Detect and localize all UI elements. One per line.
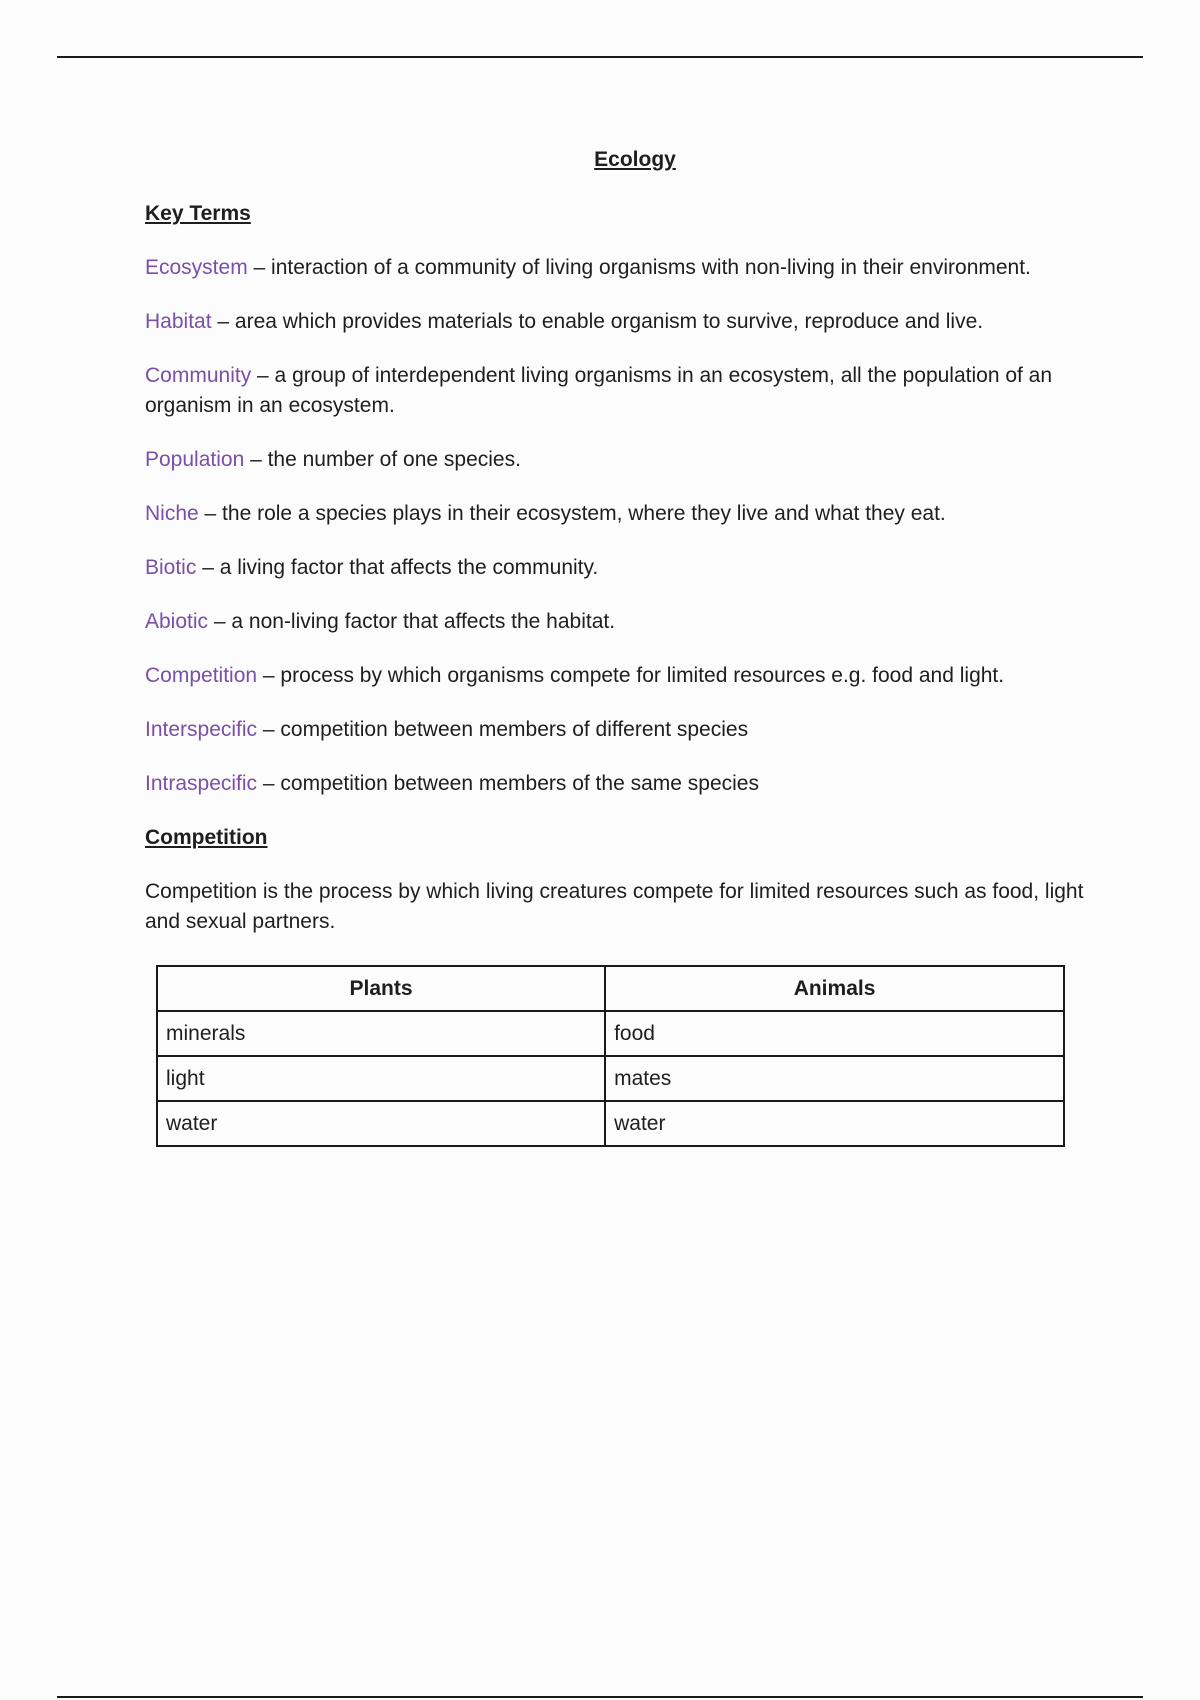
page-title: Ecology	[594, 148, 676, 171]
term-definition: – process by which organisms compete for limited resources e.g. food and light.	[257, 664, 1005, 687]
term-definition: – the role a species plays in their ecosystem, where they live and what they eat.	[198, 502, 946, 525]
term-definition: – competition between members of different species	[257, 718, 749, 741]
resources-table	[156, 965, 1065, 1147]
term-label: Intraspecific	[145, 772, 258, 795]
table-cell: water	[157, 1101, 605, 1146]
term-biotic	[145, 553, 1085, 583]
term-label: Abiotic	[145, 610, 209, 633]
header-rule	[57, 56, 1143, 58]
term-niche	[145, 499, 1085, 529]
header-plants: Plants	[157, 966, 605, 1011]
term-definition: – interaction of a community of living organisms with non-living in their environment.	[247, 256, 1031, 279]
term-label: Community	[145, 364, 252, 387]
header-animals: Animals	[605, 966, 1064, 1011]
term-ecosystem	[145, 253, 1085, 283]
table-cell: food	[605, 1011, 1064, 1056]
term-abiotic	[145, 607, 1085, 637]
term-interspecific	[145, 715, 1085, 745]
footer-rule	[57, 1696, 1143, 1698]
term-label: Interspecific	[145, 718, 258, 741]
competition-heading: Competition	[145, 826, 268, 849]
term-definition: – the number of one species.	[244, 448, 521, 471]
term-label: Niche	[145, 502, 199, 525]
table-cell: water	[605, 1101, 1064, 1146]
term-definition: – competition between members of the same species	[257, 772, 759, 795]
term-intraspecific	[145, 769, 1085, 799]
table-row	[157, 1011, 1064, 1056]
term-label: Population	[145, 448, 245, 471]
table-row	[157, 1101, 1064, 1146]
table-cell: light	[157, 1056, 605, 1101]
table-header-row	[157, 966, 1064, 1011]
term-label: Ecosystem	[145, 256, 248, 279]
term-habitat	[145, 307, 1085, 337]
table-cell: minerals	[157, 1011, 605, 1056]
term-population	[145, 445, 1085, 475]
term-competition	[145, 661, 1085, 691]
term-label: Biotic	[145, 556, 197, 579]
term-label: Habitat	[145, 310, 212, 333]
term-definition: – a non-living factor that affects the habitat.	[208, 610, 616, 633]
term-definition: – a living factor that affects the community.	[196, 556, 599, 579]
term-label: Competition	[145, 664, 258, 687]
key-terms-heading: Key Terms	[145, 202, 251, 225]
term-definition: – area which provides materials to enable organism to survive, reproduce and live.	[211, 310, 984, 333]
term-definition: – a group of interdependent living organisms in an ecosystem, all the population of an organism in an ecosystem.	[145, 364, 1053, 417]
document-body	[145, 145, 1085, 1147]
term-community	[145, 361, 1085, 421]
competition-paragraph: Competition is the process by which living creatures compete for limited resources such as food, light and sexual partners.	[145, 880, 1084, 933]
table-cell: mates	[605, 1056, 1064, 1101]
table-row	[157, 1056, 1064, 1101]
